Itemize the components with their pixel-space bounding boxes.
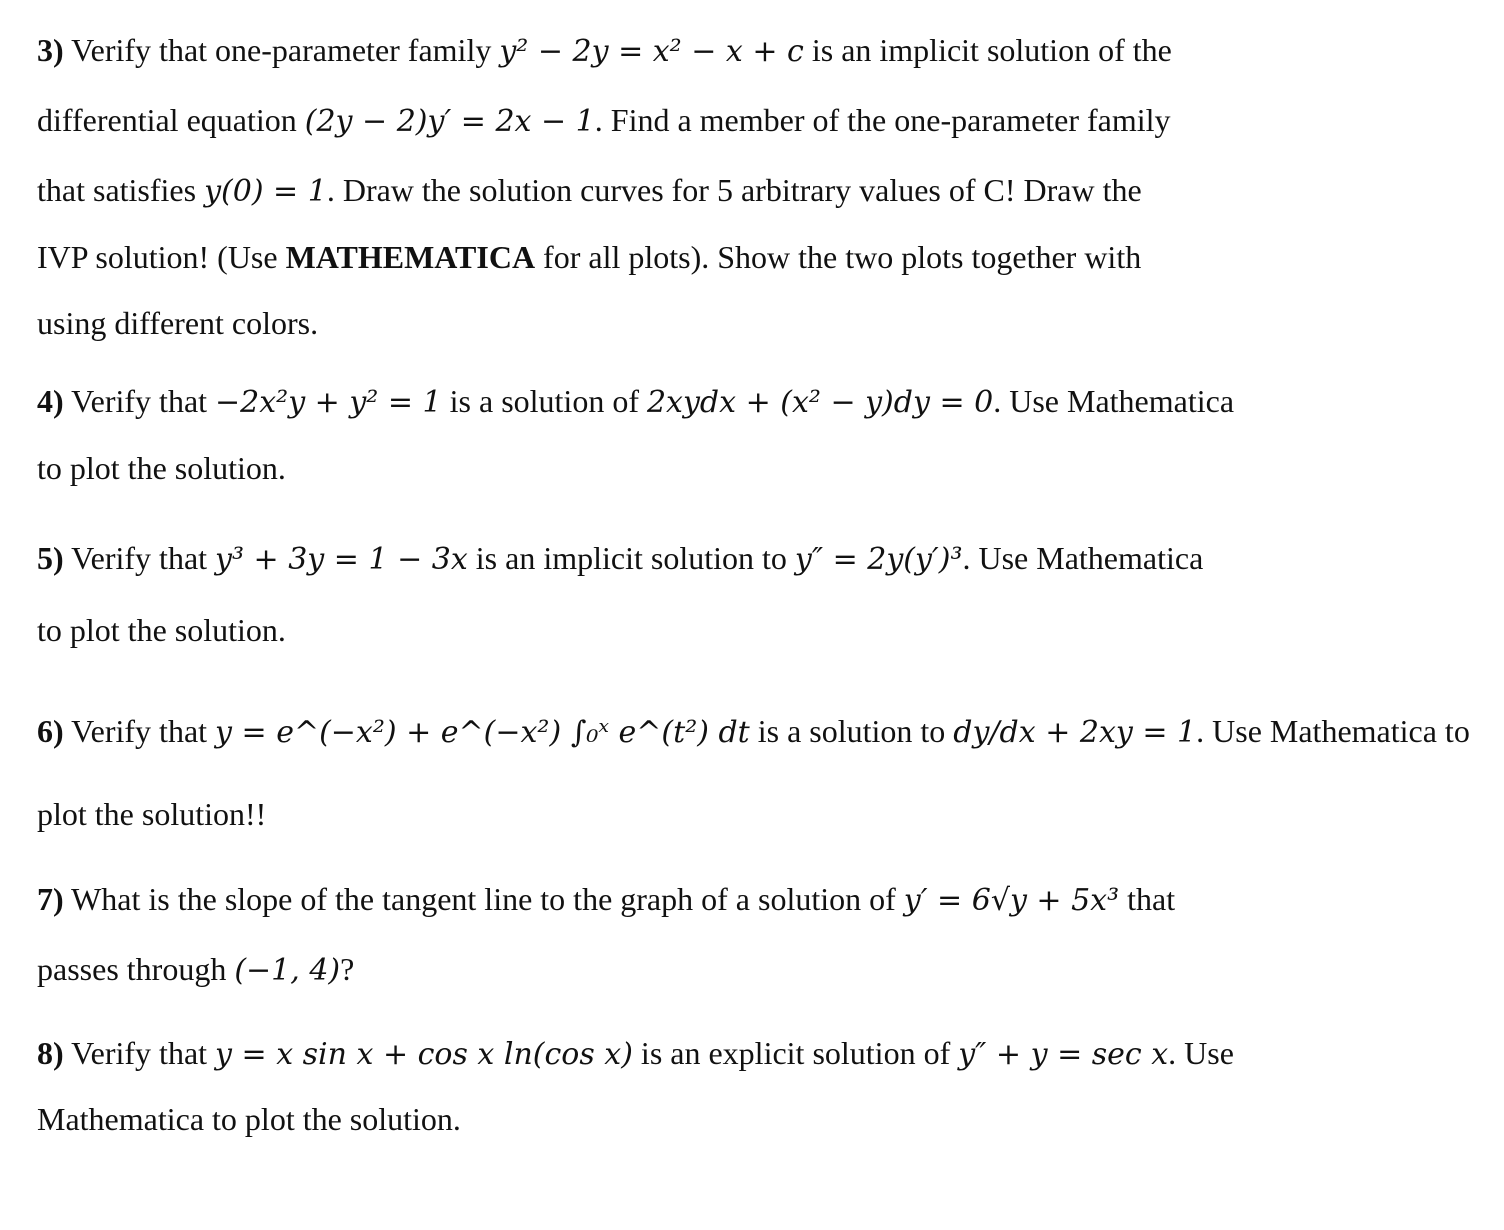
problem-6-solution-equation: y = e^(−x²) + e^(−x²) ∫₀ˣ e^(t²) dt <box>215 715 750 750</box>
problem-6-differential-equation: dy/dx + 2xy = 1 <box>953 715 1197 750</box>
problem-7-number: 7) <box>37 881 64 917</box>
problem-6-number: 6) <box>37 713 64 749</box>
problem-3-line-3: that satisfies y(0) = 1. Draw the solution curves for 5 arbitrary values of C! Draw the <box>37 172 1142 209</box>
problem-8-solution-equation: y = x sin x + cos x ln(cos x) <box>215 1037 633 1072</box>
problem-3-family-equation: y² − 2y = x² − x + c <box>499 34 804 69</box>
problem-4-solution-equation: −2x²y + y² = 1 <box>215 385 442 420</box>
problem-6-line-1: 6) Verify that y = e^(−x²) + e^(−x²) ∫₀ˣ e^(t²) dt is a solution to dy/dx + 2xy = 1. Use Mathematica to <box>37 713 1470 750</box>
problem-5-solution-equation: y³ + 3y = 1 − 3x <box>215 542 468 577</box>
problem-4-line-1: 4) Verify that −2x²y + y² = 1 is a solution of 2xydx + (x² − y)dy = 0. Use Mathematica <box>37 383 1235 420</box>
problem-3-line-2: differential equation (2y − 2)y′ = 2x − 1. Find a member of the one-parameter family <box>37 102 1171 139</box>
problem-3-number: 3) <box>37 32 64 68</box>
problem-3-initial-condition: y(0) = 1 <box>204 174 327 209</box>
problem-5-number: 5) <box>37 540 64 576</box>
problem-3-differential-equation: (2y − 2)y′ = 2x − 1 <box>304 104 595 139</box>
problem-7-point: (−1, 4) <box>234 953 341 988</box>
problem-4-number: 4) <box>37 383 64 419</box>
problem-4-differential-equation: 2xydx + (x² − y)dy = 0 <box>646 385 994 420</box>
problem-7-differential-equation: y′ = 6√y + 5x³ <box>903 883 1120 918</box>
problem-7-line-2: passes through (−1, 4)? <box>37 951 355 988</box>
mathematica-bold: MATHEMATICA <box>285 239 536 275</box>
problem-7-line-1: 7) What is the slope of the tangent line to the graph of a solution of y′ = 6√y + 5x³ that <box>37 881 1176 918</box>
problem-8-number: 8) <box>37 1035 64 1071</box>
problem-5-differential-equation: y″ = 2y(y′)³ <box>794 542 963 577</box>
problem-8-differential-equation: y″ + y = sec x <box>958 1037 1169 1072</box>
problem-5-line-2: to plot the solution. <box>37 612 286 648</box>
problem-8-line-1: 8) Verify that y = x sin x + cos x ln(cos x) is an explicit solution of y″ + y = sec x. Use <box>37 1035 1234 1072</box>
problem-4-line-2: to plot the solution. <box>37 450 286 486</box>
problem-3-line-5: using different colors. <box>37 305 319 341</box>
problem-3-line-4: IVP solution! (Use MATHEMATICA for all plots). Show the two plots together with <box>37 239 1142 275</box>
problem-5-line-1: 5) Verify that y³ + 3y = 1 − 3x is an implicit solution to y″ = 2y(y′)³. Use Mathematica <box>37 540 1204 577</box>
problem-6-line-2: plot the solution!! <box>37 796 267 832</box>
problem-8-line-2: Mathematica to plot the solution. <box>37 1101 461 1137</box>
problem-3-line-1: 3) Verify that one-parameter family y² − 2y = x² − x + c is an implicit solution of the <box>37 32 1172 69</box>
